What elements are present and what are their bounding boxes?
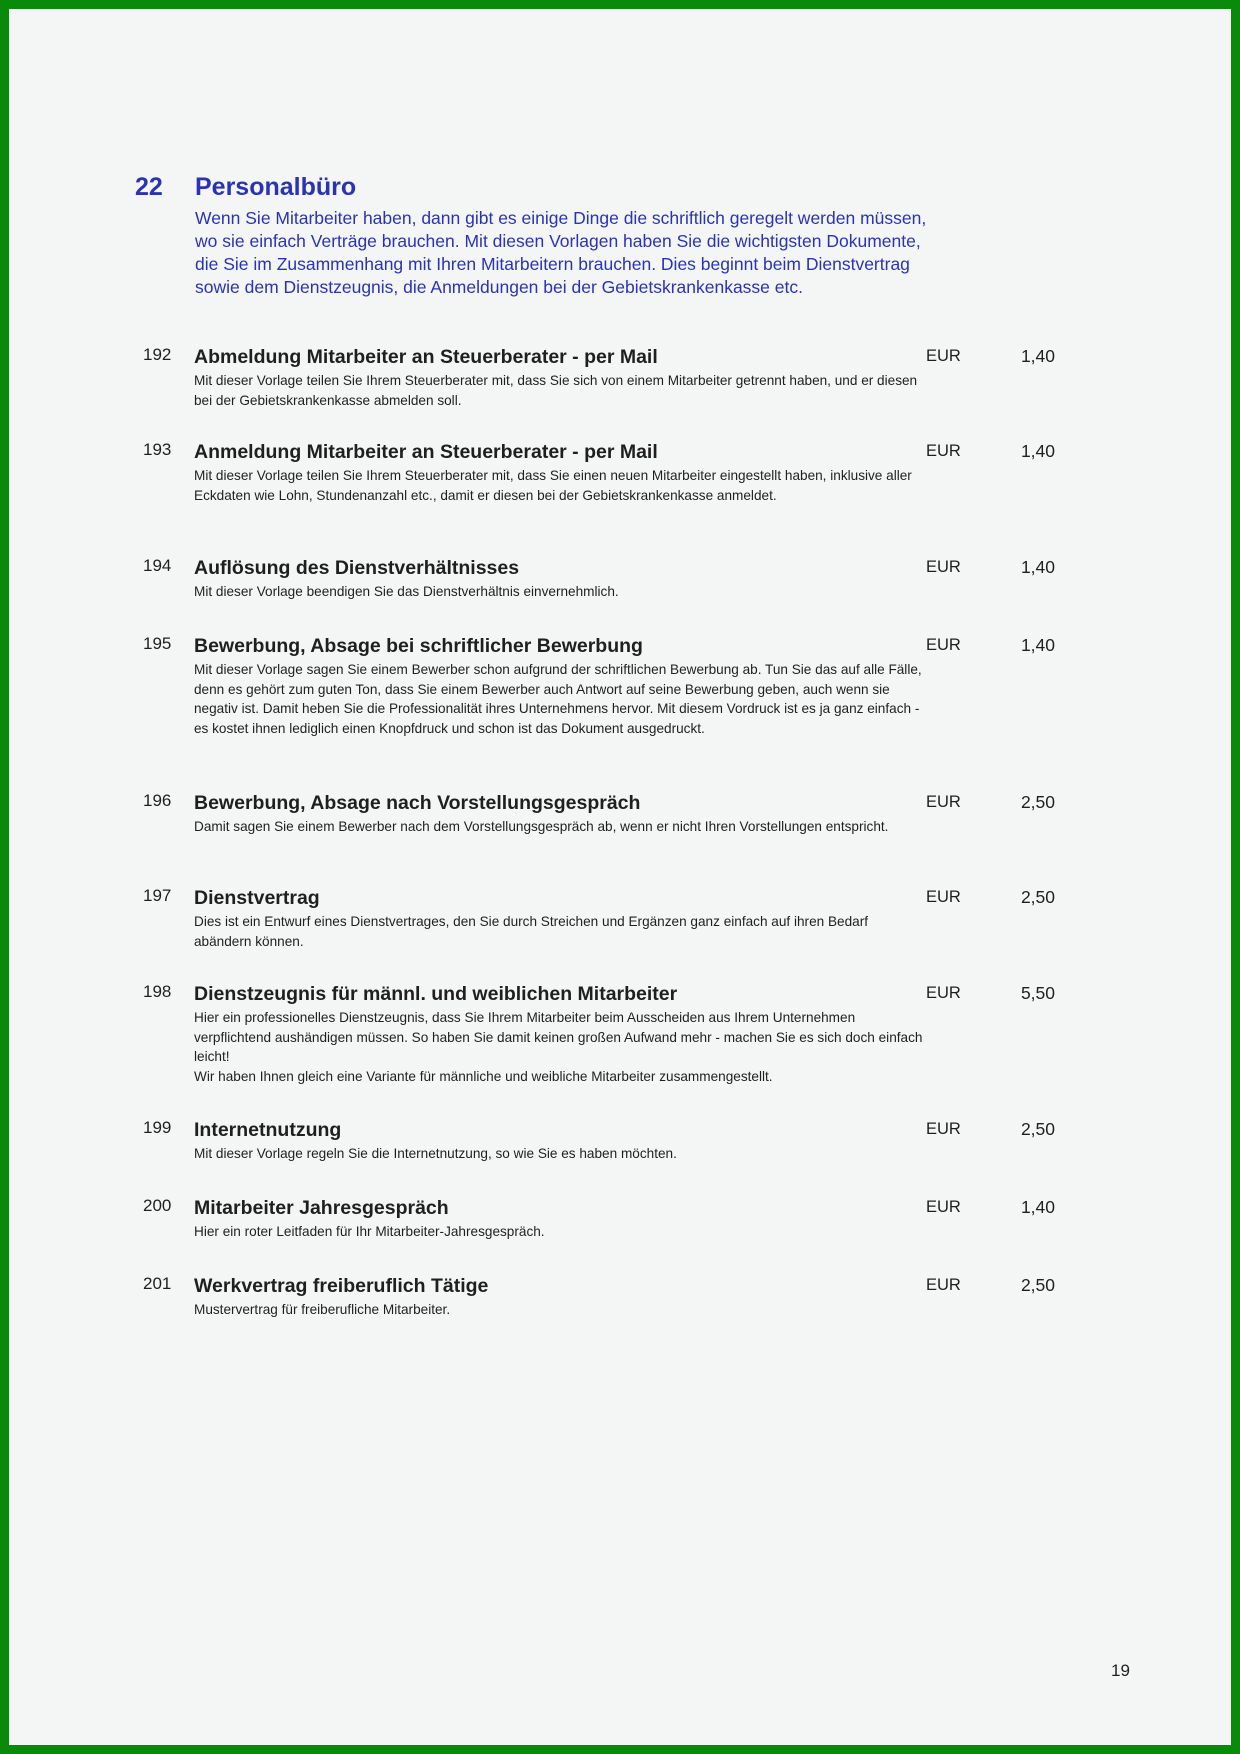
item-title: Dienstzeugnis für männl. und weiblichen Mitarbeiter — [194, 983, 678, 1005]
item-title: Dienstvertrag — [194, 887, 320, 909]
item-price: 1,40 — [1020, 635, 1055, 655]
item-title: Werkvertrag freiberuflich Tätige — [194, 1275, 489, 1297]
item-title: Abmeldung Mitarbeiter an Steuerberater - per Mail — [194, 346, 658, 368]
item-number: 192 — [143, 345, 172, 364]
item-price: 1,40 — [1020, 441, 1055, 461]
item-currency: EUR — [926, 636, 961, 654]
item-number: 195 — [143, 634, 172, 653]
item-number: 201 — [143, 1274, 172, 1293]
item-description: Hier ein roter Leitfaden für Ihr Mitarbeiter-Jahresgespräch. — [194, 1224, 545, 1239]
item-price: 2,50 — [1020, 887, 1055, 907]
item-description: Mit dieser Vorlage sagen Sie einem Bewerber schon aufgrund der schriftlichen Bewerbung ab. Tun Sie das auf alle Fälle, denn es gehört zum guten Ton, dass Sie einem Bewerber auch Antwort auf seine Bewerbung geben, auch wenn sie negativ ist. Damit heben Sie die Professionalität ihres Unternehmens hervor. Mit diesem Vordruck ist es ja ganz einfach - es kostet ihnen lediglich einen Knopfdruck und schon ist das Dokument ausgedruckt. — [194, 662, 922, 736]
item-number: 200 — [143, 1196, 172, 1215]
section-number: 22 — [135, 173, 163, 201]
item-title: Auflösung des Dienstverhältnisses — [194, 557, 520, 579]
item-description: Damit sagen Sie einem Bewerber nach dem Vorstellungsgespräch ab, wenn er nicht Ihren Vorstellungen entspricht. — [194, 819, 889, 834]
item-title: Mitarbeiter Jahresgespräch — [194, 1197, 449, 1219]
item-currency: EUR — [926, 1120, 961, 1138]
item-description: Mit dieser Vorlage regeln Sie die Internetnutzung, so wie Sie es haben möchten. — [194, 1146, 677, 1161]
item-price: 1,40 — [1020, 1197, 1055, 1217]
page-number: 19 — [1111, 1661, 1130, 1680]
item-number: 193 — [143, 440, 172, 459]
item-price: 5,50 — [1020, 983, 1055, 1003]
item-price: 2,50 — [1020, 1119, 1055, 1139]
item-currency: EUR — [926, 888, 961, 906]
item-currency: EUR — [926, 1276, 961, 1294]
item-description: Hier ein professionelles Dienstzeugnis, dass Sie Ihrem Mitarbeiter beim Ausscheiden aus Ihrem Unternehmen verpflichtend aushändigen müssen. So haben Sie damit keinen großen Aufwand mehr - machen Sie es sich doch einfach leicht! Wir haben Ihnen gleich eine Variante für männliche und weibliche Mitarbeiter zusammengestellt. — [194, 1010, 923, 1084]
item-currency: EUR — [926, 347, 961, 365]
item-description: Mustervertrag für freiberufliche Mitarbeiter. — [194, 1302, 451, 1317]
item-number: 194 — [143, 556, 172, 575]
item-currency: EUR — [926, 1198, 961, 1216]
item-description: Mit dieser Vorlage teilen Sie Ihrem Steuerberater mit, dass Sie sich von einem Mitarbeiter getrennt haben, und er diesen bei der Gebietskrankenkasse abmelden soll. — [194, 373, 918, 408]
item-price: 2,50 — [1020, 1275, 1055, 1295]
item-title: Anmeldung Mitarbeiter an Steuerberater - per Mail — [194, 441, 658, 463]
item-currency: EUR — [926, 442, 961, 460]
item-price: 1,40 — [1020, 557, 1055, 577]
item-number: 196 — [143, 791, 172, 810]
item-number: 198 — [143, 982, 172, 1001]
item-title: Bewerbung, Absage nach Vorstellungsgespräch — [194, 792, 641, 814]
item-currency: EUR — [926, 984, 961, 1002]
item-number: 197 — [143, 886, 172, 905]
item-price: 1,40 — [1020, 346, 1055, 366]
item-title: Bewerbung, Absage bei schriftlicher Bewerbung — [194, 635, 643, 657]
item-price: 2,50 — [1020, 792, 1055, 812]
item-description: Mit dieser Vorlage beendigen Sie das Dienstverhältnis einvernehmlich. — [194, 584, 619, 599]
item-title: Internetnutzung — [194, 1119, 342, 1141]
item-number: 199 — [143, 1118, 172, 1137]
item-currency: EUR — [926, 793, 961, 811]
item-currency: EUR — [926, 558, 961, 576]
section-title: Personalbüro — [195, 173, 357, 201]
item-description: Dies ist ein Entwurf eines Dienstvertrages, den Sie durch Streichen und Ergänzen ganz einfach auf ihren Bedarf abändern können. — [194, 914, 869, 949]
section-intro: Wenn Sie Mitarbeiter haben, dann gibt es einige Dinge die schriftlich geregelt werden müssen, wo sie einfach Verträge brauchen. Mit diesen Vorlagen haben Sie die wichtigsten Dokumente, die Sie im Zusammenhang mit Ihren Mitarbeitern brauchen. Dies beginnt beim Dienstvertrag sowie dem Dienstzeugnis, die Anmeldungen bei der Gebietskrankenkasse etc. — [195, 208, 927, 297]
item-description: Mit dieser Vorlage teilen Sie Ihrem Steuerberater mit, dass Sie einen neuen Mitarbeiter eingestellt haben, inklusive aller Eckdaten wie Lohn, Stundenanzahl etc., damit er diesen bei der Gebietskrankenkasse anmeldet. — [194, 468, 912, 503]
